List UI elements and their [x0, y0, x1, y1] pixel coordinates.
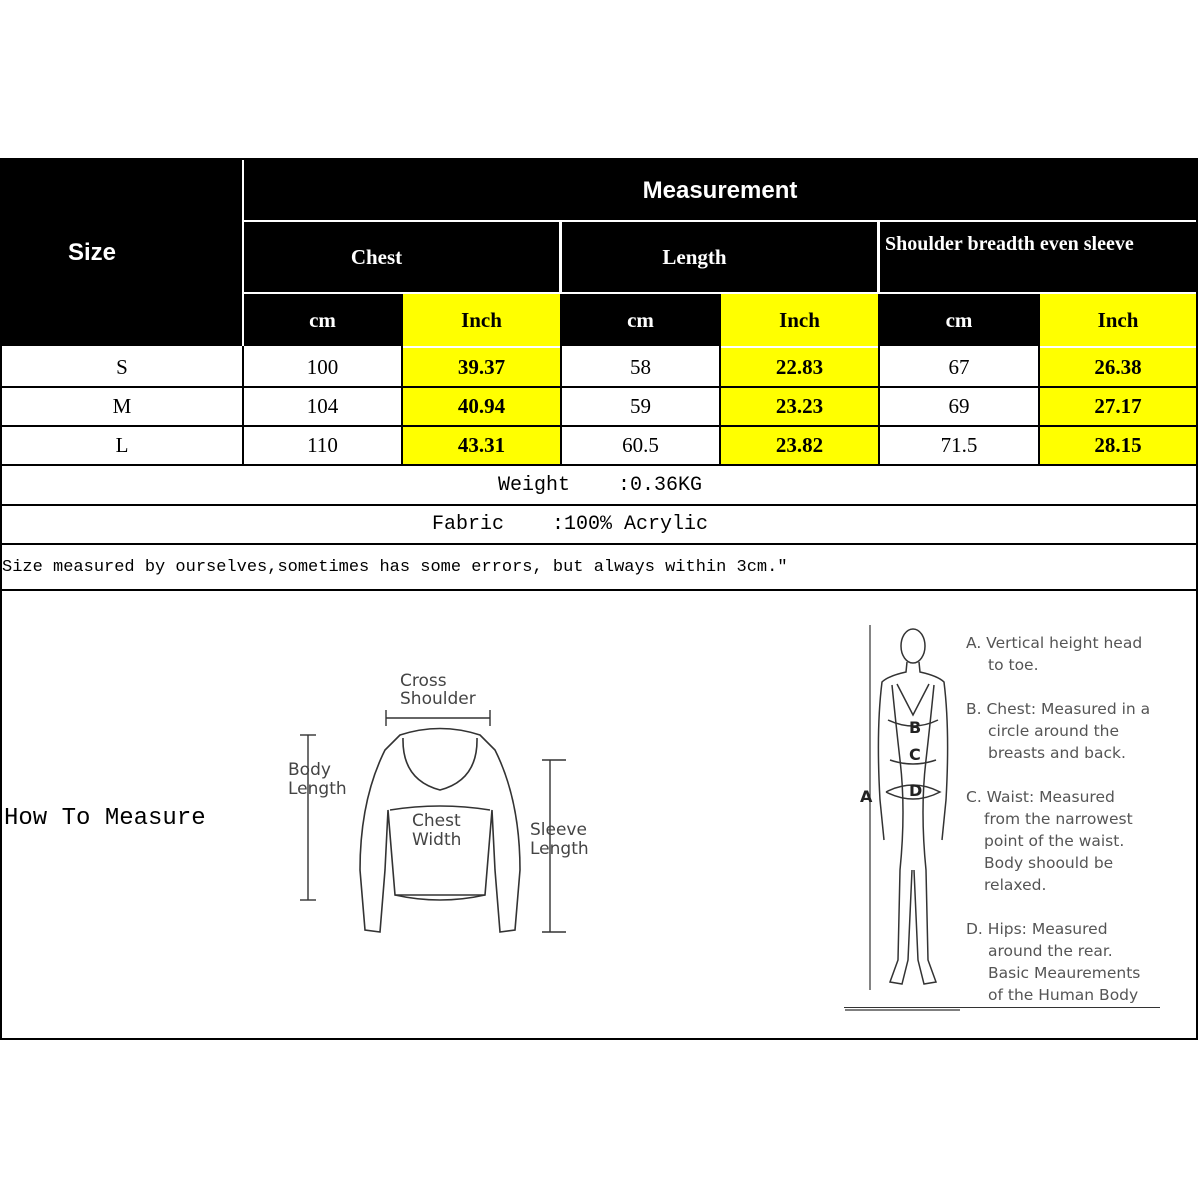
size-header-label: Size [67, 239, 117, 266]
row-divider [0, 425, 1198, 427]
chest-width-label: Width [412, 830, 462, 850]
body-length-label: Body [288, 760, 331, 780]
note-d-line: D. Hips: Measured [966, 920, 1108, 938]
length-cm-cell: 59 [630, 394, 651, 418]
chest-width-label: Chest [412, 811, 461, 831]
size-cell: M [112, 394, 132, 418]
note-a-line: A. Vertical height head [966, 634, 1143, 652]
column-divider [242, 346, 244, 464]
length-inch-header: Inch [721, 294, 878, 346]
note-d-line: around the rear. [988, 942, 1113, 960]
cross-shoulder-label: Shoulder [400, 689, 476, 709]
figure-label-b: B [909, 718, 922, 737]
shoulder-cm-cell: 69 [948, 394, 970, 418]
length-cm-cell: 60.5 [622, 433, 659, 457]
chest-cm-header: cm [309, 307, 336, 332]
shoulder-inch-cell: 26.38 [1040, 348, 1196, 386]
chest-cm-cell: 100 [306, 354, 339, 379]
shoulder-cm-cell: 67 [948, 354, 970, 379]
shoulder-cm-cell: 71.5 [940, 433, 978, 457]
column-divider [560, 346, 562, 464]
measurement-header-label: Measurement [642, 177, 798, 204]
length-inch-cell: 22.83 [721, 348, 878, 386]
sleeve-length-label: Length [530, 839, 589, 859]
figure-label-d: D [909, 781, 923, 800]
note-c-line: Body shoould be [984, 854, 1114, 872]
sleeve-length-label: Sleeve [530, 820, 587, 840]
length-inch-cell: 23.23 [721, 388, 878, 425]
shoulder-inch-cell: 28.15 [1040, 427, 1196, 464]
length-cm-cell: 58 [630, 354, 651, 379]
chest-header-label: Chest [350, 244, 403, 269]
body-length-label: Length [288, 779, 347, 799]
chest-cm-cell: 104 [306, 394, 339, 418]
note-b-line: breasts and back. [988, 744, 1126, 762]
note-b-line: B. Chest: Measured in a [966, 700, 1151, 718]
note-d-line: of the Human Body [988, 986, 1139, 1004]
shoulder-header-label: Shoulder breadth even sleeve [885, 232, 1134, 255]
row-divider [0, 464, 1198, 466]
sweater-diagram [280, 660, 610, 950]
note-c-line: relaxed. [984, 876, 1047, 894]
body-figure-diagram [840, 620, 960, 1015]
note-c-line: C. Waist: Measured [966, 788, 1115, 806]
length-header-label: Length [662, 244, 727, 269]
column-divider [878, 346, 880, 464]
row-divider [0, 543, 1198, 545]
column-divider [401, 346, 403, 464]
note-c-line: point of the waist. [984, 832, 1125, 850]
fabric-text: Fabric :100% Acrylic [431, 513, 709, 536]
chest-inch-cell: 40.94 [403, 388, 560, 425]
how-to-measure-label: How To Measure [4, 804, 206, 832]
column-divider [1038, 346, 1040, 464]
size-cell: L [115, 433, 129, 457]
chest-cm-cell: 110 [307, 433, 338, 457]
shoulder-inch-header: Inch [1040, 294, 1196, 346]
figure-notes [962, 628, 1172, 1008]
note-a-line: to toe. [988, 656, 1039, 674]
length-cm-header: cm [627, 307, 654, 332]
row-divider [0, 386, 1198, 388]
weight-text: Weight :0.36KG [497, 473, 703, 497]
chest-inch-cell: 39.37 [403, 348, 560, 386]
length-inch-cell: 23.82 [721, 427, 878, 464]
note-d-line: Basic Meaurements [988, 964, 1141, 982]
figure-label-a: A [860, 787, 873, 806]
measurement-note: Size measured by ourselves,sometimes has some errors, but always within 3cm." [2, 557, 788, 577]
chest-inch-header: Inch [403, 294, 560, 346]
note-c-line: from the narrowest [984, 810, 1133, 828]
row-divider [0, 589, 1198, 591]
note-b-line: circle around the [988, 722, 1120, 740]
chest-inch-cell: 43.31 [403, 427, 560, 464]
column-divider [719, 346, 721, 464]
shoulder-inch-cell: 27.17 [1040, 388, 1196, 425]
shoulder-cm-header: cm [945, 307, 973, 332]
cross-shoulder-label: Cross [400, 671, 447, 691]
size-cell: S [116, 354, 128, 379]
figure-label-c: C [909, 745, 921, 764]
